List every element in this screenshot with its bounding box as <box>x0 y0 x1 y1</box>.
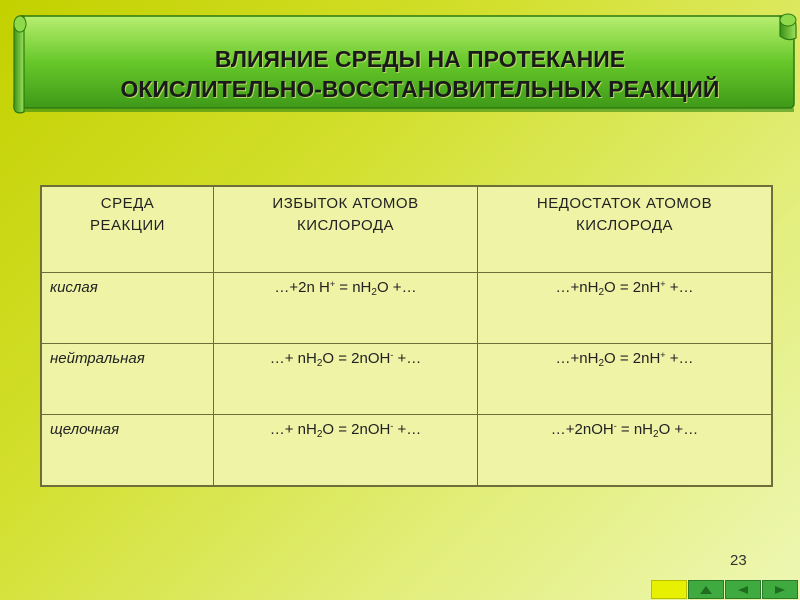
formula-deficit: $\dots+nH_2O = 2nH^+$ +… <box>478 273 772 344</box>
blank-square-icon[interactable] <box>651 580 687 599</box>
formula-deficit: $\dots+nH_2O = 2nH^+$ +… <box>478 344 772 415</box>
up-triangle-icon[interactable] <box>688 580 724 599</box>
title-line-2: ОКИСЛИТЕЛЬНО-ВОССТАНОВИТЕЛЬНЫХ РЕАКЦИЙ <box>120 76 720 102</box>
page-number: 23 <box>730 552 747 569</box>
formula-deficit: …+2nOH- = $nH_2O$ +… <box>478 415 772 486</box>
slide-title <box>50 44 790 104</box>
row-label: щелочная <box>42 415 214 486</box>
header-text: КИСЛОРОДА <box>296 217 395 234</box>
formula-excess: …+2n $H^+ = nH_2O$ +… <box>214 273 478 344</box>
header-text: СРЕДА <box>100 195 155 212</box>
slide-navigation <box>651 580 800 600</box>
header-text: НЕДОСТАТОК АТОМОВ <box>536 195 713 212</box>
header-environment <box>42 187 214 273</box>
right-triangle-icon[interactable] <box>762 580 798 599</box>
table-row-neutral <box>42 344 772 415</box>
prev-triangle-icon[interactable] <box>725 580 761 599</box>
header-text: КИСЛОРОДА <box>575 217 674 234</box>
header-text: ИЗБЫТОК АТОМОВ <box>272 195 419 212</box>
table-header-row <box>42 187 772 273</box>
header-excess-oxygen <box>214 187 478 273</box>
header-deficit-oxygen <box>478 187 772 273</box>
title-line-1: ВЛИЯНИЕ СРЕДЫ НА ПРОТЕКАНИЕ <box>214 46 626 72</box>
table-row-alkaline <box>42 415 772 486</box>
formula-excess: …+ $nH_2O = 2nOH^-$ +… <box>214 344 478 415</box>
redox-table <box>40 185 773 487</box>
header-text: РЕАКЦИИ <box>90 217 165 234</box>
title-banner <box>10 12 798 118</box>
row-label: кислая <box>42 273 214 344</box>
table-row-acidic <box>42 273 772 344</box>
row-label: нейтральная <box>42 344 214 415</box>
formula-excess: …+ $nH_2O = 2nOH^-$ +… <box>214 415 478 486</box>
